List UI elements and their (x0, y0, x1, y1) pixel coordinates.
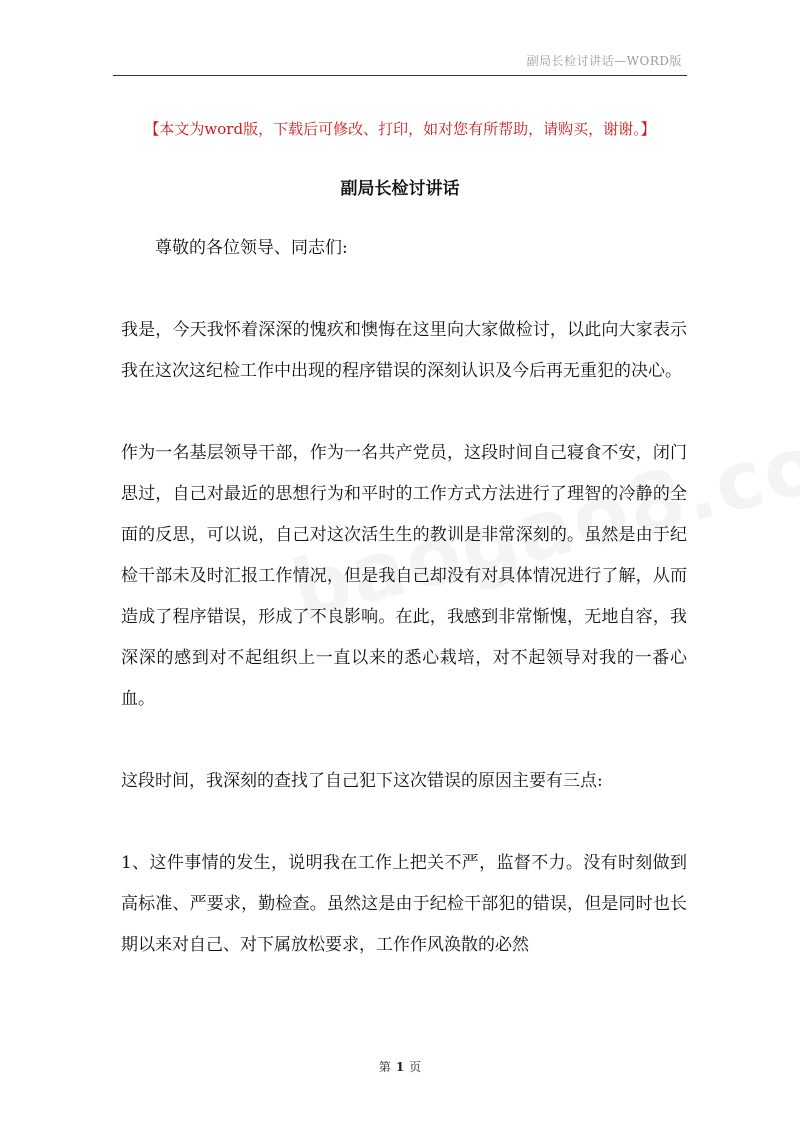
purchase-notice: 【本文为word版，下载后可修改、打印，如对您有所帮助，请购买，谢谢。】 (144, 120, 656, 138)
header-divider (113, 75, 687, 76)
footer-suffix: 页 (409, 1060, 422, 1074)
footer-prefix: 第 (378, 1060, 391, 1074)
body-paragraph: 我是，今天我怀着深深的愧疚和懊悔在这里向大家做检讨，以此向大家表示我在这次这纪检工作中出现的程序错误的深刻认识及今后再无重犯的决心。 (121, 320, 687, 381)
body-paragraph: 这段时间，我深刻的查找了自己犯下这次错误的原因主要有三点: (121, 771, 603, 791)
page-footer (0, 1058, 800, 1075)
document-body (121, 228, 687, 966)
body-paragraph: 1、这件事情的发生，说明我在工作上把关不严，监督不力。没有时刻做到高标准、严要求，勤检查。虽然这是由于纪检干部犯的错误，但是同时也长期以来对自己、对下属放松要求，工作作风涣散的必然 (121, 853, 687, 955)
document-title: 副局长检讨讲话 (340, 179, 460, 199)
running-header: 副局长检讨讲话—WORD版 (526, 54, 682, 68)
body-paragraph: 作为一名基层领导干部，作为一名共产党员，这段时间自己寝食不安，闭门思过，自己对最近的思想行为和平时的工作方式方法进行了理智的冷静的全面的反思，可以说，自己对这次活生生的教训是非常深刻的。虽然是由于纪检干部未及时汇报工作情况，但是我自己却没有对具体情况进行了解，从而造成了程序错误，形成了不良影响。在此，我感到非常惭愧，无地自容，我深深的感到对不起组织上一直以来的悉心栽培，对不起领导对我的一番心血。 (121, 443, 687, 709)
salutation-paragraph: 尊敬的各位领导、同志们: (155, 238, 348, 258)
page-number: 1 (395, 1060, 405, 1074)
